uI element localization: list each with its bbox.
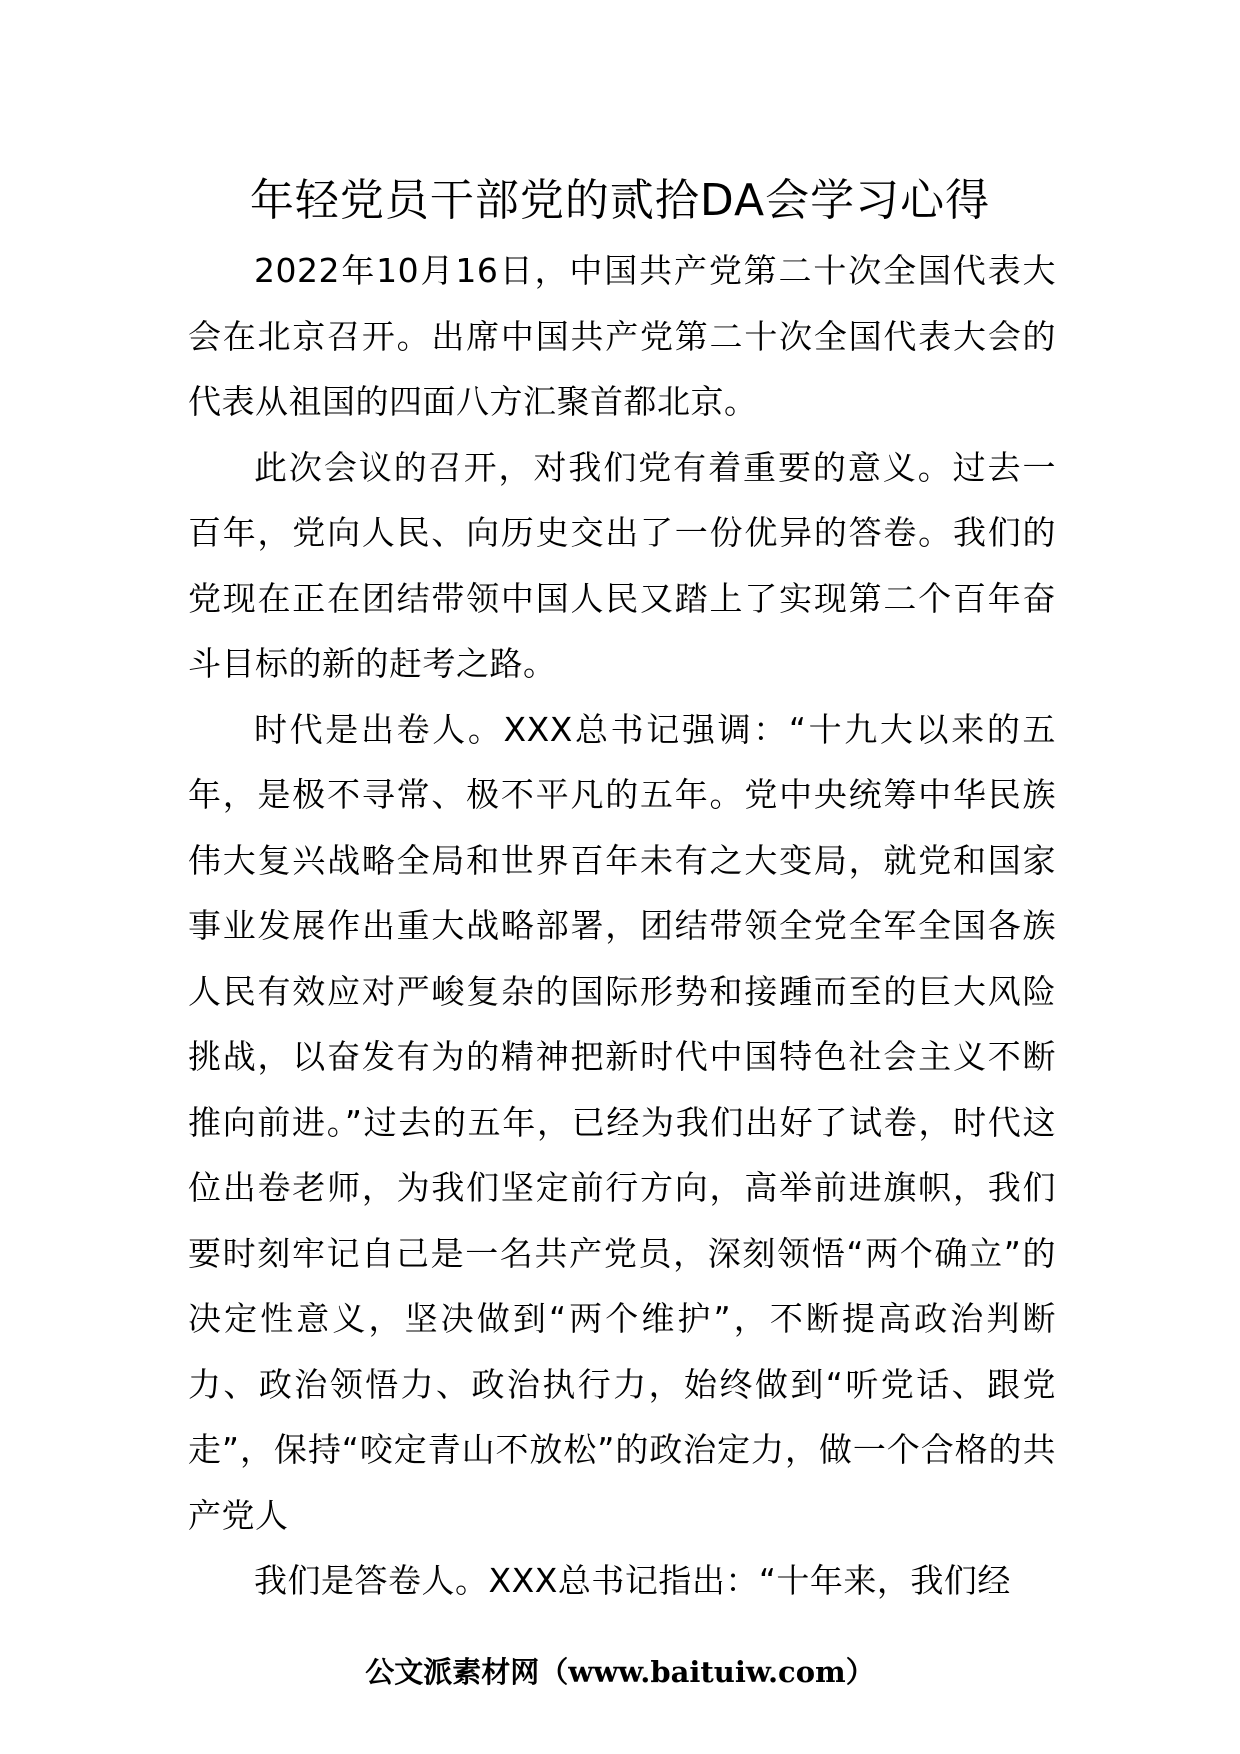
document-body — [188, 238, 1056, 1614]
paragraph-4: 我们是答卷人。XXX总书记指出：“十年来，我们经 — [254, 1561, 1011, 1600]
paragraph-3: 时代是出卷人。XXX总书记强调：“十九大以来的五年，是极不寻常、极不平凡的五年。党中央统筹中华民族伟大复兴战略全局和世界百年未有之大变局，就党和国家事业发展作出重大战略部署，团结带领全党全军全国各族人民有效应对严峻复杂的国际形势和接踵而至的巨大风险挑战，以奋发有为的精神把新时代中国特色社会主义不断推向前进。”过去的五年，已经为我们出好了试卷，时代这位出卷老师，为我们坚定前行方向，高举前进旗帜，我们要时刻牢记自己是一名共产党员，深刻领悟“两个确立”的决定性意义，坚决做到“两个维护”，不断提高政治判断力、政治领悟力、政治执行力，始终做到“听党话、跟党走”，保持“咬定青山不放松”的政治定力，做一个合格的共产党人 — [188, 709, 1056, 1535]
paragraph-2: 此次会议的召开，对我们党有着重要的意义。过去一百年，党向人民、向历史交出了一份优异的答卷。我们的党现在正在团结带领中国人民又踏上了实现第二个百年奋斗目标的新的赶考之路。 — [188, 447, 1056, 683]
document-title: 年轻党员干部党的贰拾DA会学习心得 — [249, 175, 991, 226]
paragraph-1: 2022年10月16日，中国共产党第二十次全国代表大会在北京召开。出席中国共产党第二十次全国代表大会的代表从祖国的四面八方汇聚首都北京。 — [188, 251, 1056, 421]
footer-watermark: 公文派素材网（www.baituiw.com） — [365, 1655, 875, 1689]
